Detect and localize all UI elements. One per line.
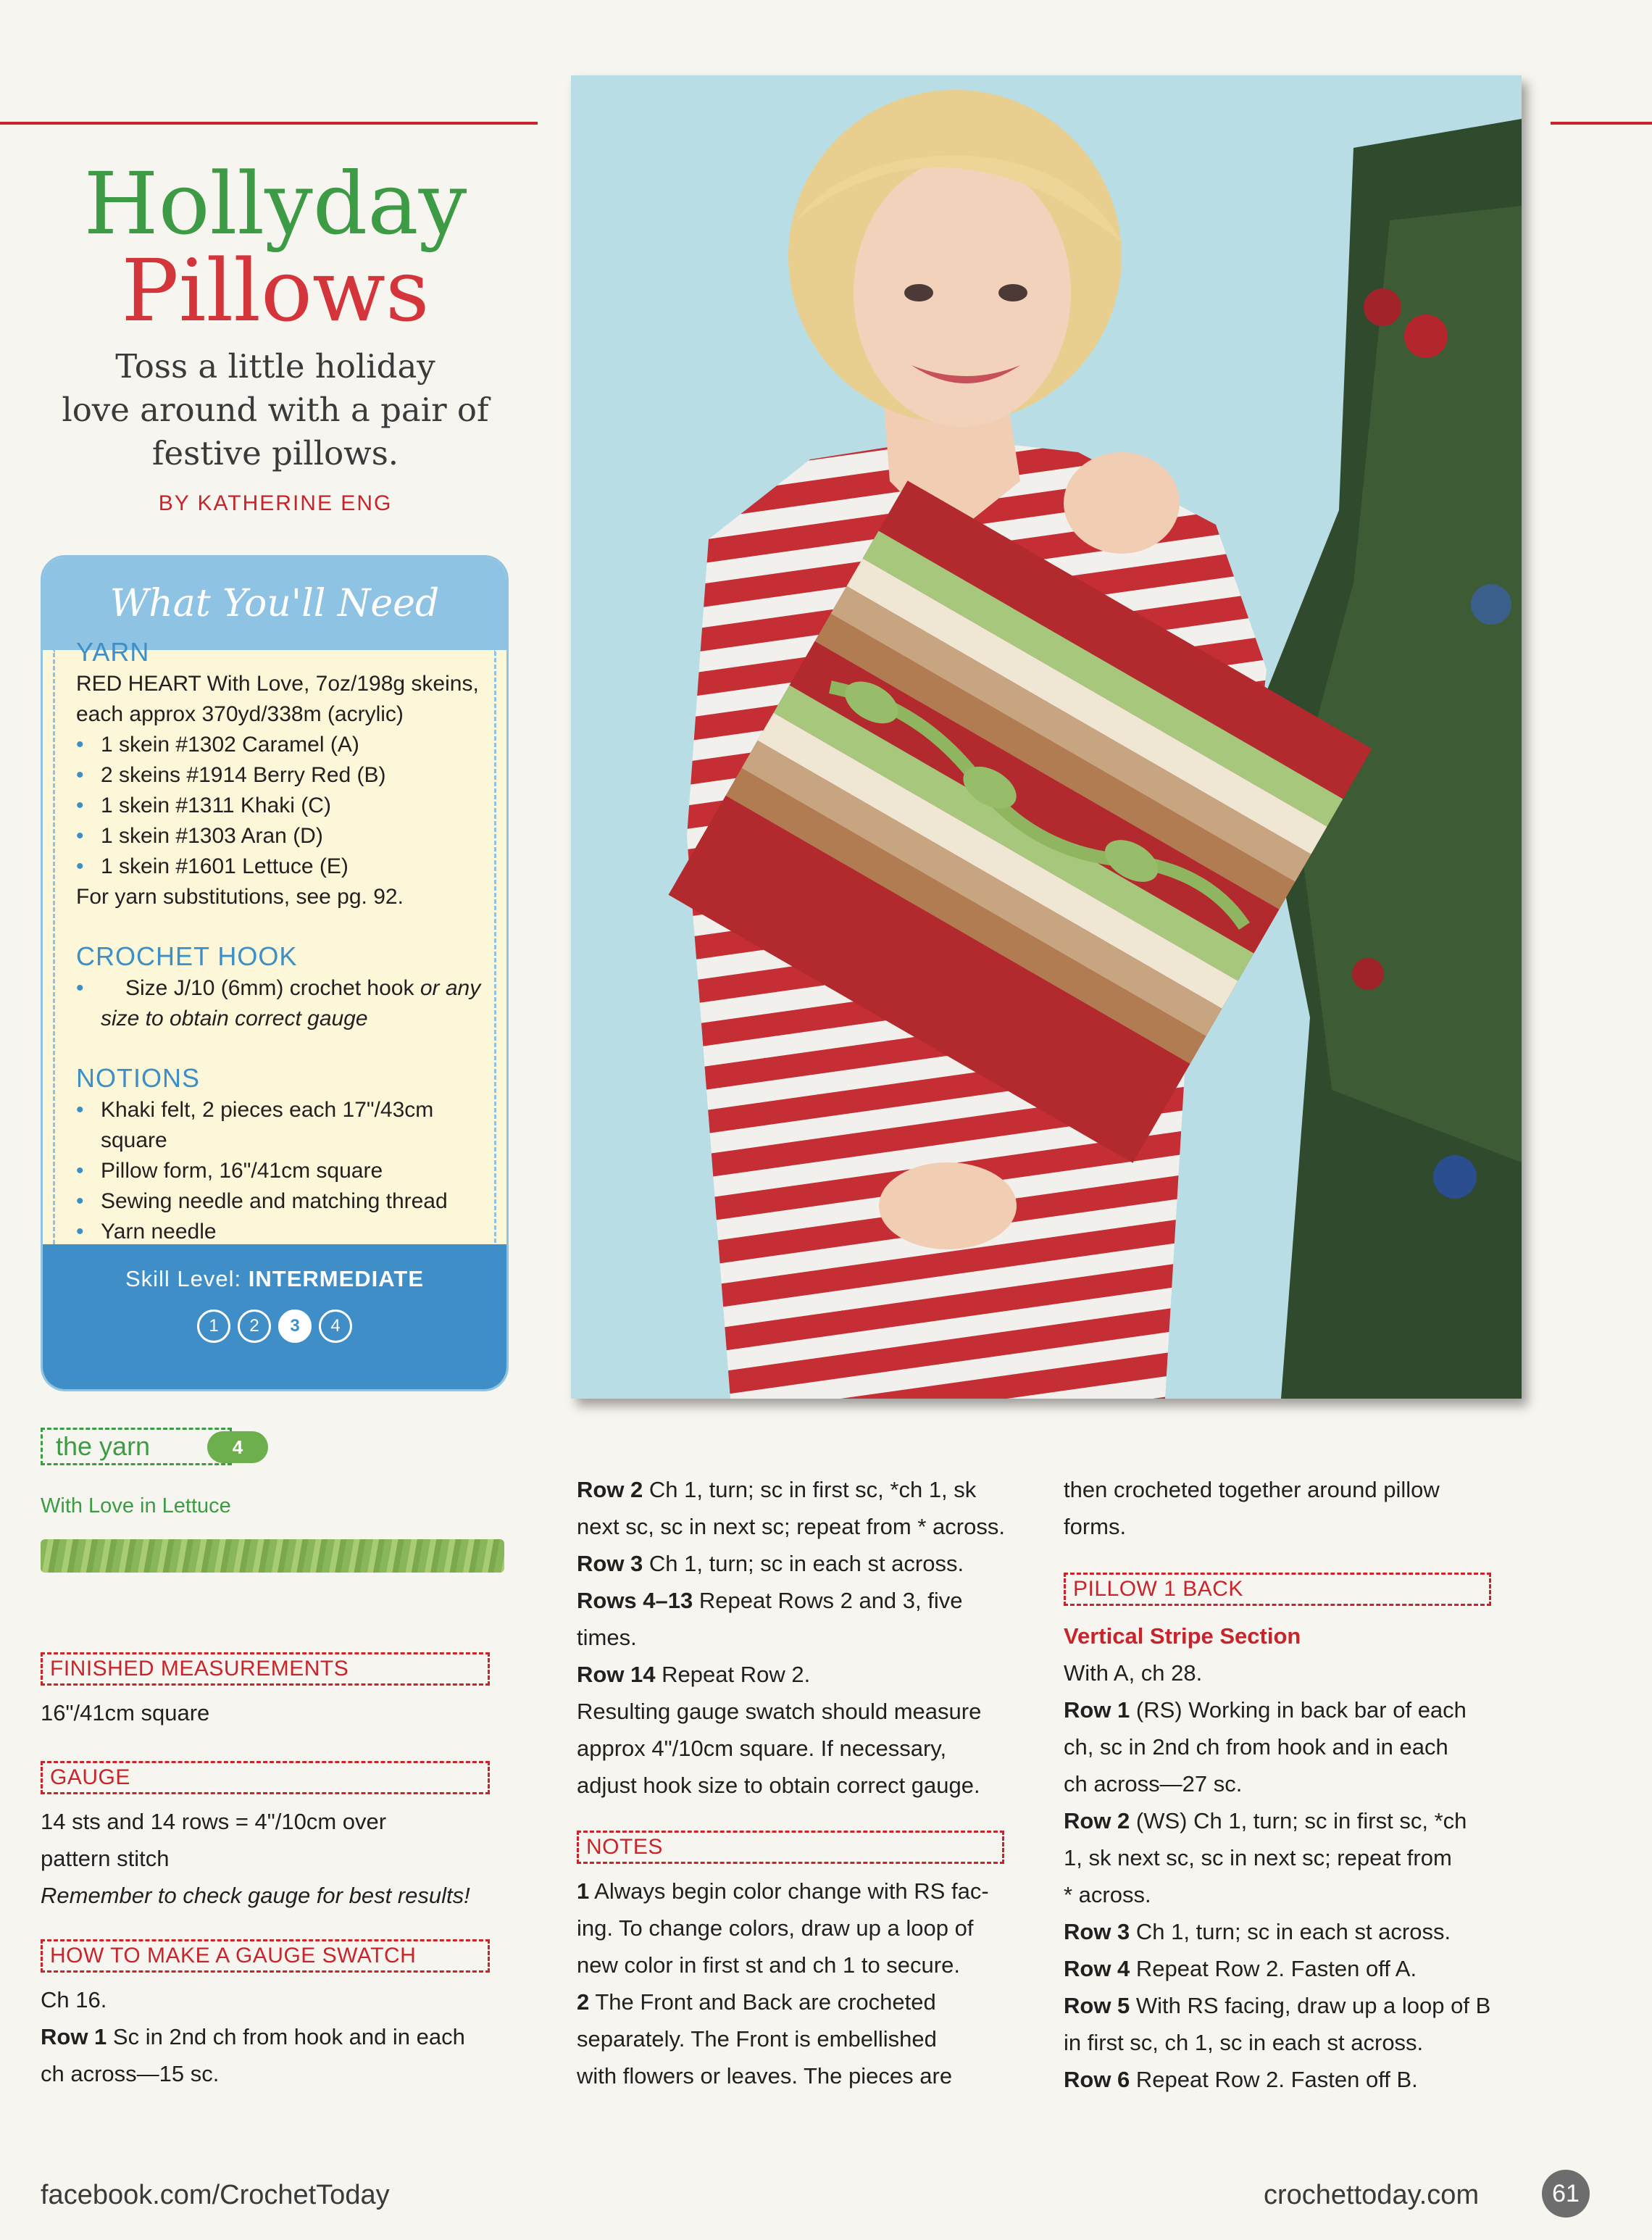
notion-item: • Yarn needle (76, 1217, 217, 1247)
hook-item-cont: size to obtain correct gauge (101, 1007, 368, 1031)
gauge-text: 14 sts and 14 rows = 4"/10cm over pattern stitch Remember to check gauge for best results! (41, 1809, 470, 1908)
gauge-swatch-heading: HOW TO MAKE A GAUGE SWATCH (41, 1939, 490, 1973)
skill-level-3-selected: 3 (278, 1310, 312, 1343)
hook-item: • Size J/10 (6mm) crochet hook or any (76, 973, 480, 1004)
skill-level-4: 4 (319, 1310, 352, 1343)
page-number: 61 (1542, 2170, 1590, 2218)
yarn-weight-icon: 4 (207, 1431, 268, 1463)
photo-illustration (571, 75, 1522, 1399)
model-with-pillow-photo (571, 75, 1522, 1399)
yarn-item: • 1 skein #1311 Khaki (C) (76, 791, 331, 821)
pillow-1-back-heading: PILLOW 1 BACK (1064, 1573, 1491, 1606)
yarn-item: • 1 skein #1303 Aran (D) (76, 821, 323, 852)
gauge-swatch-text: Ch 16. Row 1 Sc in 2nd ch from hook and in each ch across—15 sc. (41, 1987, 465, 2086)
what-you-need-heading: What You'll Need (43, 557, 506, 650)
column-2-text: Row 2 Ch 1, turn; sc in first sc, *ch 1, sk next sc, sc in next sc; repeat from * across. Row 3 Ch 1, turn; sc in each st across. Rows 4–13 Repeat Rows 2 and 3, five times. Row 14 Repeat Row 2. Resulting gauge swatch should measure approx 4"/10cm square. If necessary, adjust hook size to obtain correct gauge. (577, 1477, 1005, 1798)
notion-item: • Sewing needle and matching thread (76, 1186, 448, 1217)
finished-measurements-heading: FINISHED MEASUREMENTS (41, 1652, 490, 1686)
skill-level-circles (43, 1310, 506, 1343)
yarn-sample-image (41, 1539, 504, 1573)
finished-measurements-text: 16"/41cm square (41, 1700, 210, 1725)
skill-level-text: Skill Level: INTERMEDIATE (125, 1266, 424, 1291)
notes-text: 1 Always begin color change with RS fac- ing. To change colors, draw up a loop of new color in first st and ch 1 to secure. 2 The Front and Back are crocheted separately. The Front is embellished with flowers or leaves. The pieces are (577, 1878, 989, 2089)
column-3-text: Vertical Stripe Section With A, ch 28. Row 1 (RS) Working in back bar of each ch, sc in 2nd ch from hook and in each ch across—27 sc. Row 2 (WS) Ch 1, turn; sc in first sc, *ch 1, sk next sc, sc in next sc; repeat from * across. Row 3 Ch 1, turn; sc in each st across. Row 4 Repeat Row 2. Fasten off A. Row 5 With RS facing, draw up a loop of B in first sc, ch 1, sc in each st across. Row 6 Repeat Row 2. Fasten off B. (1064, 1623, 1491, 2092)
column-3-intro: then crocheted together around pillow forms. (1064, 1477, 1440, 1539)
notion-item: • Khaki felt, 2 pieces each 17"/43cm (76, 1095, 433, 1125)
yarn-heading: YARN (76, 637, 150, 667)
yarn-substitution-note: For yarn substitutions, see pg. 92. (76, 885, 404, 909)
title-line-1: Hollyday (83, 154, 467, 254)
yarn-intro: RED HEART With Love, 7oz/198g skeins, each approx 370yd/338m (acrylic) (76, 672, 479, 726)
skill-level-bar (43, 1244, 506, 1389)
top-rule-left (0, 122, 538, 125)
yarn-item: • 1 skein #1601 Lettuce (E) (76, 852, 349, 882)
title-line-2: Pillows (121, 241, 430, 341)
the-yarn-label: the yarn (41, 1428, 232, 1465)
top-rule-right (1551, 122, 1652, 125)
notion-item-cont: square (101, 1128, 167, 1152)
skill-level-1: 1 (197, 1310, 230, 1343)
footer-facebook-link[interactable]: facebook.com/CrochetToday (41, 2180, 390, 2210)
what-you-need-box (41, 555, 509, 1391)
notion-item: • Pillow form, 16"/41cm square (76, 1156, 383, 1186)
footer-website-link[interactable]: crochettoday.com (1264, 2180, 1480, 2210)
byline: BY KATHERINE ENG (158, 491, 393, 515)
skill-level-2: 2 (238, 1310, 271, 1343)
crochet-hook-heading: CROCHET HOOK (76, 941, 298, 971)
yarn-name: With Love in Lettuce (41, 1494, 231, 1517)
gauge-heading: GAUGE (41, 1761, 490, 1794)
subtitle: Toss a little holiday love around with a pair of festive pillows. (62, 347, 489, 472)
yarn-item: • 1 skein #1302 Caramel (A) (76, 730, 359, 760)
yarn-item: • 2 skeins #1914 Berry Red (B) (76, 760, 386, 791)
notes-heading: NOTES (577, 1831, 1004, 1864)
notions-heading: NOTIONS (76, 1063, 201, 1093)
